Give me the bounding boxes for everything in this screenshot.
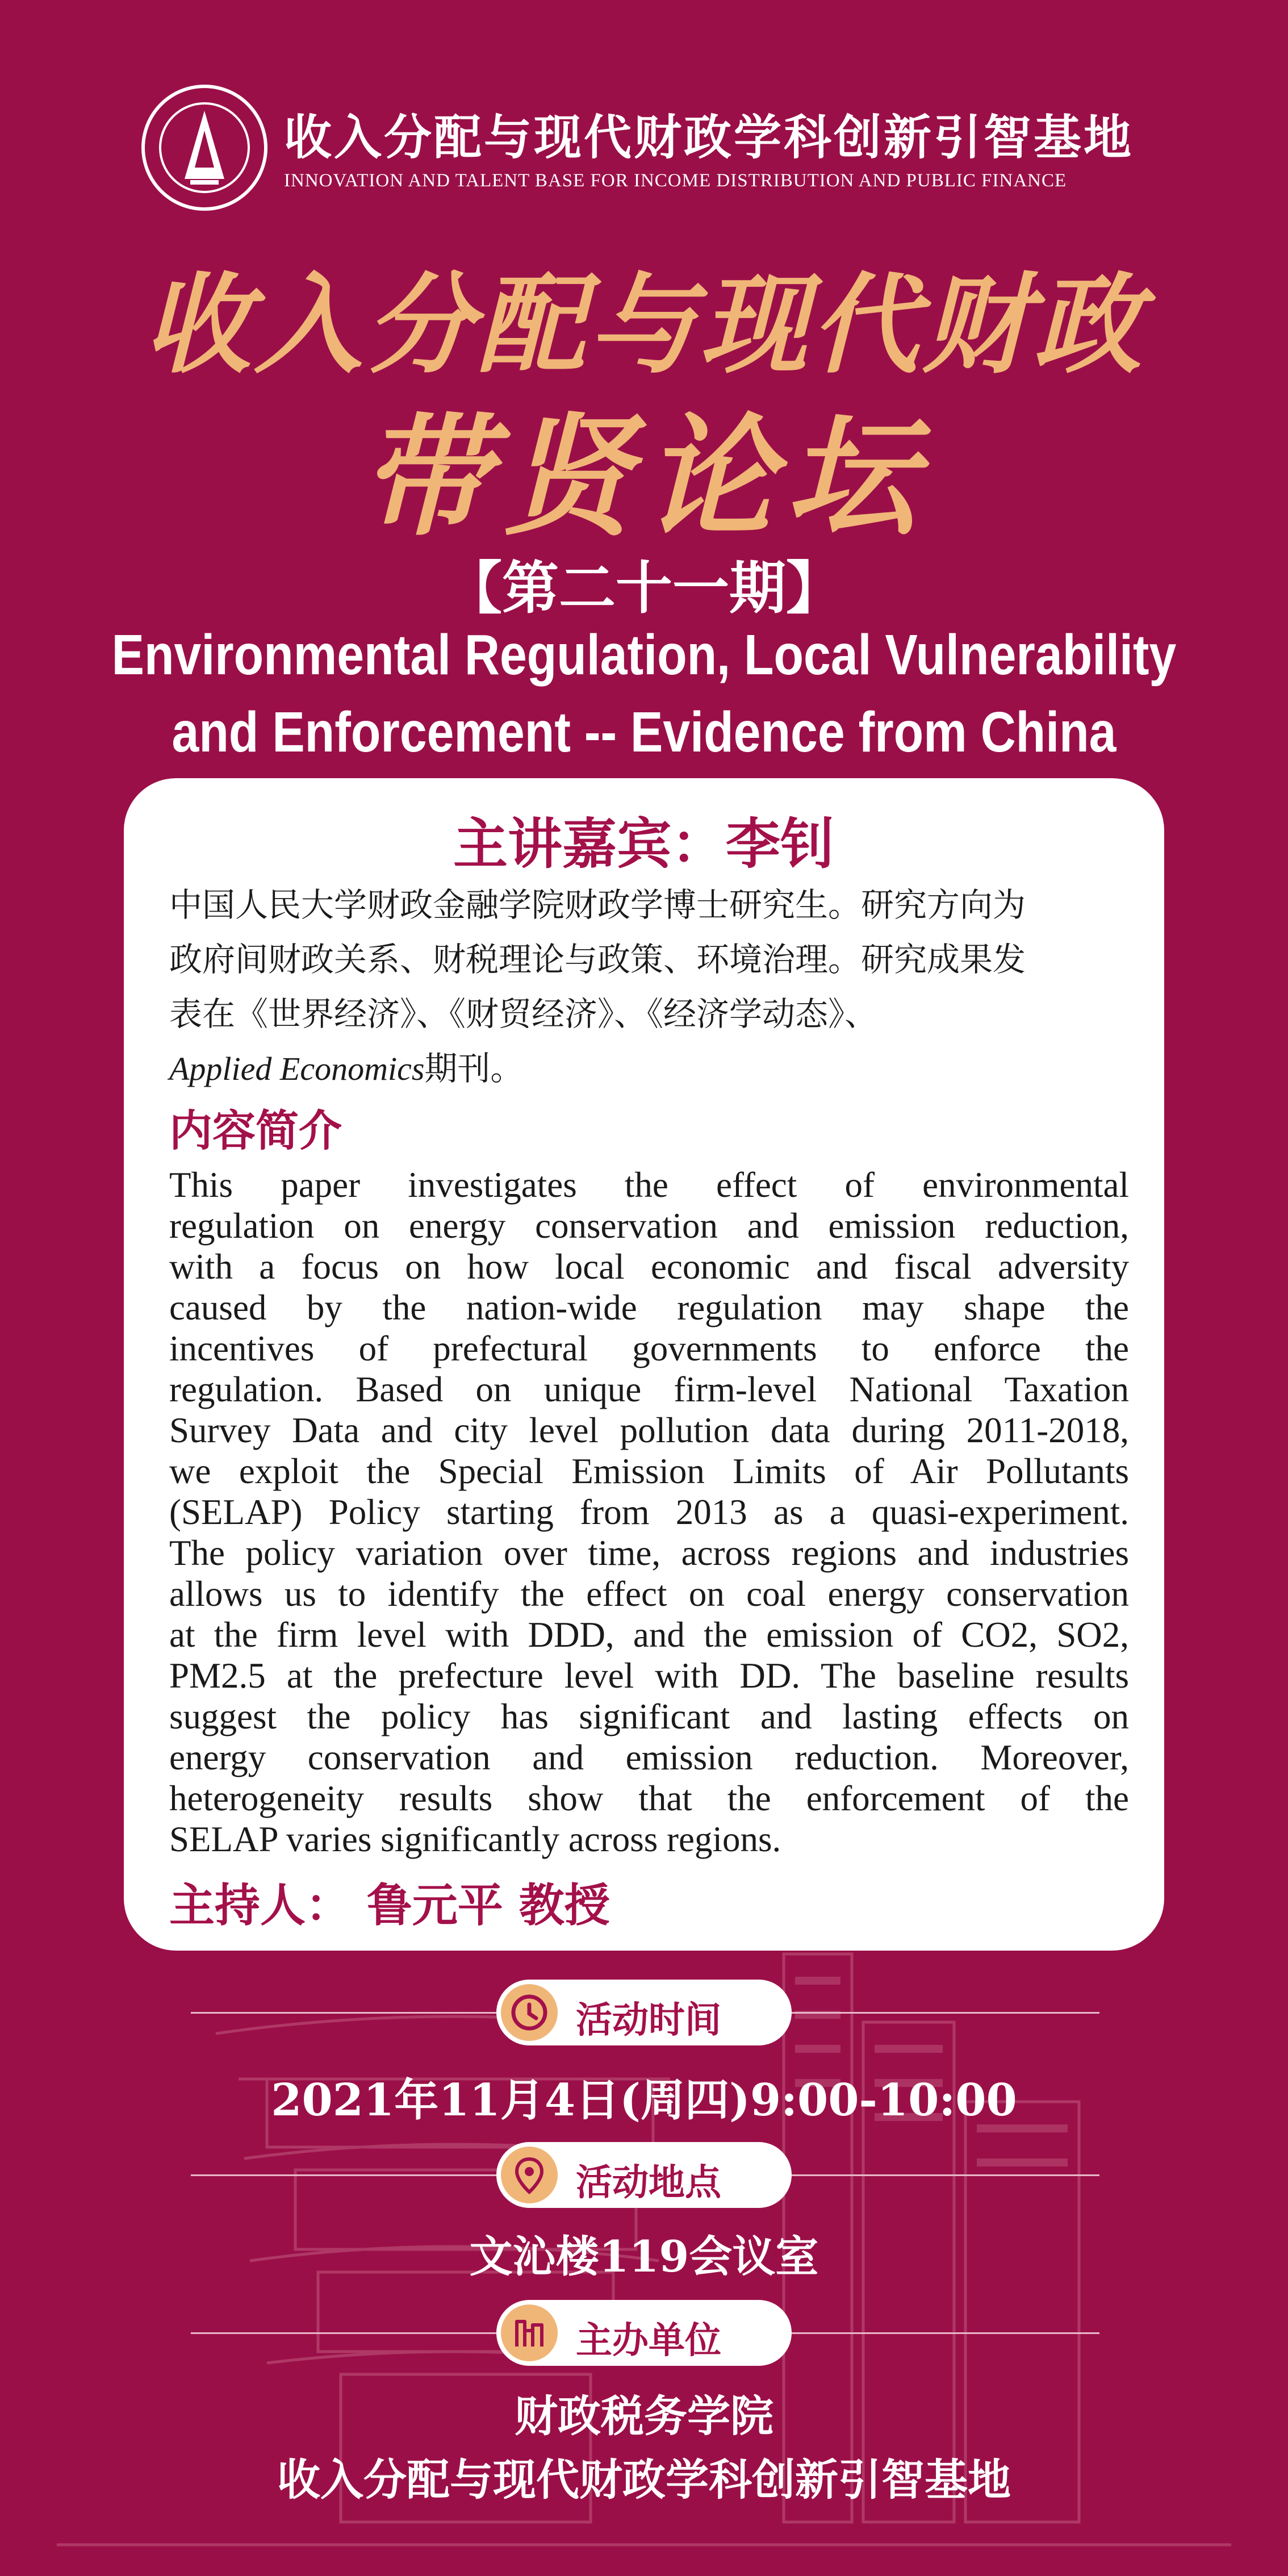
abstract-line: with a focus on how local economic and fiscal adversity [169, 1247, 1129, 1287]
talk-title-line1: Environmental Regulation, Local Vulnerability [111, 623, 1177, 687]
abstract-line: caused by the nation-wide regulation may shape the [169, 1288, 1129, 1327]
content-heading: 内容简介 [169, 1105, 342, 1156]
time-label: 活动时间 [576, 1999, 721, 2041]
abstract-line: SELAP varies significantly across regions. [169, 1819, 781, 1859]
place-label: 活动地点 [576, 2161, 721, 2204]
info-card [124, 778, 1164, 1951]
bio-line: 中国人民大学财政金融学院财政学博士研究生。研究方向为 [169, 886, 1026, 924]
location-pin-icon [501, 2147, 558, 2203]
abstract-line: heterogeneity results show that the enforcement of the [169, 1778, 1129, 1818]
clock-icon [501, 1984, 558, 2041]
header-subtitle: INNOVATION AND TALENT BASE FOR INCOME DISTRIBUTION AND PUBLIC FINANCE [284, 170, 1067, 191]
abstract-line: suggest the policy has significant and lasting effects on [169, 1697, 1129, 1736]
abstract-line: we exploit the Special Emission Limits of Air Pollutants [169, 1451, 1129, 1491]
forum-title-line2: 带贤论坛 [360, 400, 928, 554]
talk-title [90, 616, 1198, 771]
abstract-line: Survey Data and city level pollution data during 2011-2018, [169, 1410, 1129, 1450]
issue-number: 【第二十一期】 [445, 554, 843, 621]
abstract-line: allows us to identify the effect on coal energy conservation [169, 1574, 1129, 1614]
abstract-line: energy conservation and emission reduction. Moreover, [169, 1738, 1129, 1777]
abstract-line: (SELAP) Policy starting from 2013 as a quasi-experiment. [169, 1492, 1129, 1532]
building-icon [501, 2304, 558, 2361]
abstract-text [169, 1164, 1129, 1860]
talk-title-line2: and Enforcement -- Evidence from China [172, 700, 1116, 764]
header-title: 收入分配与现代财政学科创新引智基地 [284, 109, 1134, 165]
abstract-line: This paper investigates the effect of environmental [169, 1165, 1129, 1205]
organizer-2: 收入分配与现代财政学科创新引智基地 [277, 2454, 1011, 2505]
abstract-line: PM2.5 at the prefecture level with DD. The baseline results [169, 1656, 1129, 1696]
bio-line [169, 1041, 1129, 1096]
abstract-line: at the firm level with DDD, and the emission of CO2, SO2, [169, 1615, 1129, 1655]
bio-suffix: 期刊。 [424, 1049, 524, 1088]
event-place: 文沁楼119会议室 [469, 2231, 819, 2282]
bio-line: 表在《世界经济》、《财贸经济》、《经济学动态》、 [169, 995, 878, 1033]
university-seal-icon [139, 82, 270, 213]
speaker-heading: 主讲嘉宾：李钊 [453, 812, 835, 876]
abstract-line: regulation. Based on unique firm-level National Taxation [169, 1370, 1129, 1409]
abstract-line: The policy variation over time, across regions and industries [169, 1533, 1129, 1573]
bio-journal: Applied Economics [169, 1050, 425, 1087]
time-label-pill [496, 1980, 792, 2045]
event-time: 2021年11月4日(周四)9:00-10:00 [271, 2074, 1017, 2126]
abstract-line: incentives of prefectural governments to enforce the [169, 1329, 1129, 1368]
organizer-label: 主办单位 [576, 2319, 721, 2362]
abstract-line: regulation on energy conservation and emission reduction, [169, 1206, 1129, 1246]
bio-line: 政府间财政关系、财税理论与政策、环境治理。研究成果发 [169, 940, 1026, 979]
forum-title-line1: 收入分配与现代财政 [143, 261, 1145, 388]
place-label-pill [496, 2142, 792, 2208]
organizer-1: 财政税务学院 [515, 2391, 773, 2441]
speaker-bio [169, 878, 1129, 1096]
organizer-label-pill [496, 2300, 792, 2366]
host-line: 主持人： 鲁元平 教授 [169, 1878, 610, 1932]
